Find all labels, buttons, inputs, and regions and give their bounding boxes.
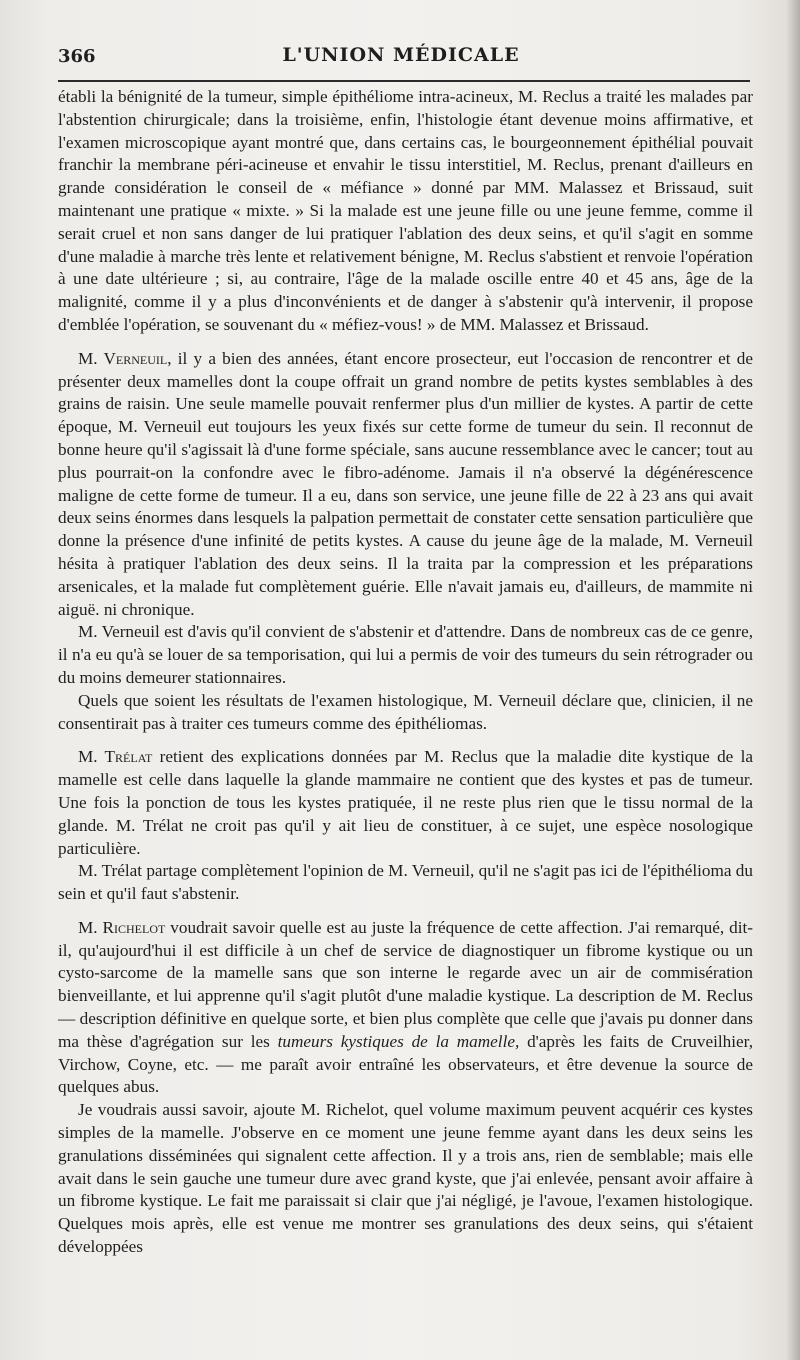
page-number: 366 bbox=[58, 46, 96, 67]
paragraph-trelat-opinion: M. Trélat partage complètement l'opinion de M. Verneuil, qu'il ne s'agit pas ici de l'épithélioma du sein et qu'il faut s'abstenir. bbox=[58, 861, 753, 904]
page-header bbox=[58, 44, 744, 74]
article-body bbox=[58, 86, 753, 1259]
speaker-name: M. Trélat bbox=[78, 747, 153, 767]
italic-title: tumeurs kystiques de la mamelle, bbox=[277, 1031, 520, 1051]
speaker-name: M. Verneuil, bbox=[78, 348, 172, 368]
paragraph-verneuil: M. Verneuil, il y a bien des années, étant encore prosecteur, eut l'occasion de rencontrer et de présenter deux mamelles dont la coupe offrait un grand nombre de petits kystes semblables à des grains de raisin. Une seule mamelle pouvait renfermer plus d'un millier de kystes. A partir de cette époque, M. Verneuil eut toujours les yeux fixés sur cette forme de tumeur du sein. Il reconnut de bonne heure qu'il s'agissait là d'une forme spéciale, sans aucune ressemblance avec le cancer; tout au plus pourrait-on la confondre avec le fibro-adénome. Jamais il n'a observé la dégénérescence maligne de cette forme de tumeur. Il a eu, dans son service, une jeune fille de 22 à 23 ans qui avait deux seins énormes dans lesquels la palpation permettait de constater cette sensation particulière que donne la présence d'une infinité de petits kystes. A cause du jeune âge de la malade, M. Verneuil hésita à pratiquer l'ablation des deux seins. Il la traita par la compression et les préparations arsenicales, et la malade fut complètement guérie. Elle n'avait jamais eu, d'ailleurs, de mammite ni aiguë. ni chronique. bbox=[58, 348, 753, 619]
speaker-name: M. Richelot bbox=[78, 917, 166, 937]
paragraph-trelat: M. Trélat retient des explications données par M. Reclus que la maladie dite kystique de la mamelle est celle dans laquelle la glande mammaire ne contient que des kystes et pas de tumeur. Une fois la ponction de tous les kystes pratiquée, il ne reste plus rien que le tissu normal de la glande. M. Trélat ne croit pas qu'il y ait lieu de constituer, à ce sujet, une espèce nosologique particulière. bbox=[58, 747, 753, 858]
paragraph-reclus-conclusion: établi la bénignité de la tumeur, simple épithéliome intra-acineux, M. Reclus a traité les malades par l'abstention chirurgicale; dans la troisième, enfin, l'histologie étant devenue moins affirmative, et l'examen microscopique ayant montré que, dans certains cas, le bourgeonnement épithélial pouvait franchir la membrane péri-acineuse et envahir le tissu interstitiel, M. Reclus, prenant d'ailleurs en grande considération le conseil de « méfiance » donné par MM. Malassez et Brissaud, suit maintenant une pratique « mixte. » Si la malade est une jeune fille ou une jeune femme, comme il serait cruel et non sans danger de lui pratiquer l'ablation des deux seins, et qu'il s'agit en somme d'une maladie à marche très lente et relativement bénigne, M. Reclus s'abstient et renvoie l'opération à une date ultérieure ; si, au contraire, l'âge de la malade oscille entre 40 et 45 ans, âge de la malignité, comme il y a plus d'inconvénients et de danger à s'abstenir qu'à intervenir, il propose d'emblée l'opération, se souvenant du « méfiez-vous! » de MM. Malassez et Brissaud. bbox=[58, 87, 753, 334]
paragraph-richelot: M. Richelot voudrait savoir quelle est au juste la fréquence de cette affection. J'ai remarqué, dit-il, qu'aujourd'hui il est difficile à un chef de service de diagnostiquer un fibrome kystique ou un cysto-sarcome de la mamelle sans que son interne le regarde avec un air de commisération bienveillante, et lui apprenne qu'il s'agit plutôt d'une maladie kystique. La description de M. Reclus — description définitive en quelque sorte, et bien plus complète que celle que j'avais pu donner dans ma thèse d'agrégation sur les tumeurs kystiques de la mamelle, d'après les faits de Cruveilhier, Virchow, Coyne, etc. — me paraît avoir entraîné les observateurs, et être devenue la source de quelques abus. bbox=[58, 917, 753, 1097]
header-rule bbox=[58, 80, 750, 82]
paragraph-richelot-question: Je voudrais aussi savoir, ajoute M. Richelot, quel volume maximum peuvent acquérir ces kystes simples de la mamelle. J'observe en ce moment une jeune femme ayant dans les deux seins les granulations disséminées qui signalent cette affection. Il y a trois ans, rien de semblable; mais elle avait dans le sein gauche une tumeur dure avec grand kyste, que j'ai enlevée, pensant avoir affaire à un fibrome kystique. Le fait me paraissait si clair que j'ai négligé, je l'avoue, l'examen histologique. Quelques mois après, elle est venue me montrer ses granulations des deux seins, qui s'étaient développées bbox=[58, 1100, 753, 1257]
page-edge-shadow bbox=[786, 0, 800, 1360]
journal-title: L'UNION MÉDICALE bbox=[282, 44, 520, 66]
paragraph-verneuil-advice: M. Verneuil est d'avis qu'il convient de s'abstenir et d'attendre. Dans de nombreux cas de ce genre, il n'a eu qu'à se louer de sa temporisation, qui lui a permis de voir des tumeurs du sein rétrograder ou du moins demeurer stationnaires. bbox=[58, 622, 754, 687]
paragraph-verneuil-clinician: Quels que soient les résultats de l'examen histologique, M. Verneuil déclare que, clinicien, il ne consentirait pas à traiter ces tumeurs comme des épithéliomas. bbox=[58, 690, 753, 733]
